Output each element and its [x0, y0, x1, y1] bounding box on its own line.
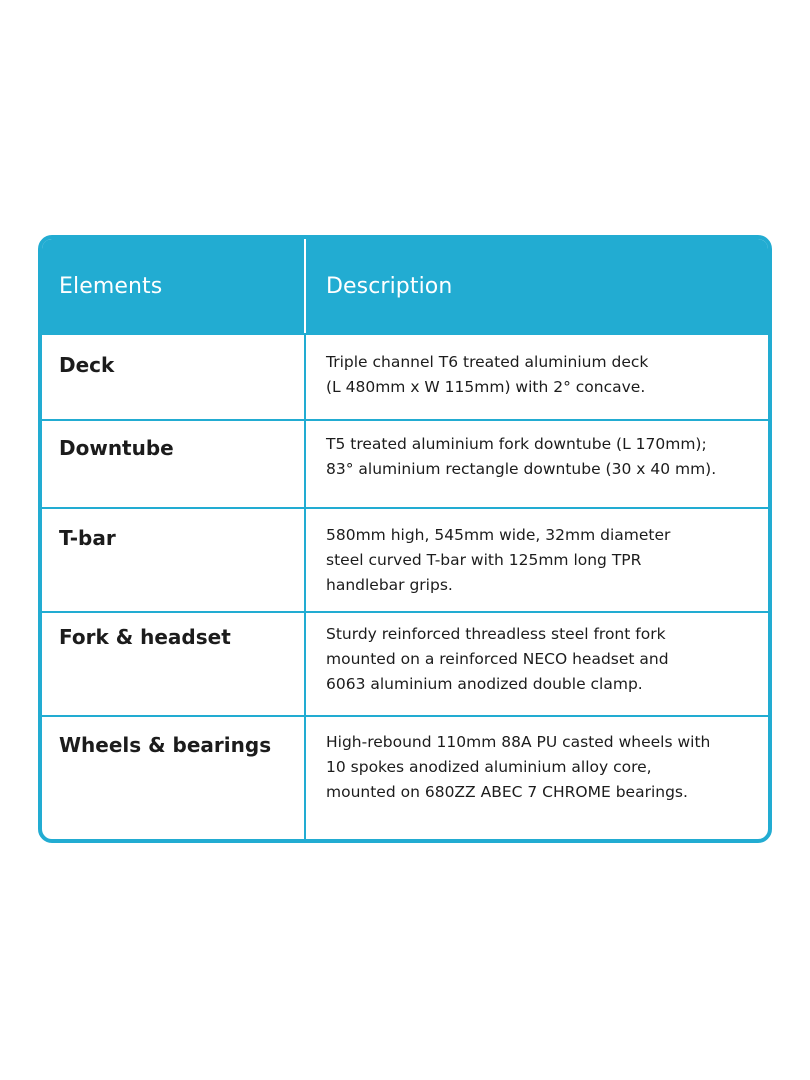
element-name: T-bar: [42, 509, 306, 611]
table-row: [42, 507, 768, 611]
element-name: Deck: [42, 335, 306, 419]
header-description: Description: [326, 273, 453, 299]
element-name: Downtube: [42, 421, 306, 507]
table-row: [42, 333, 768, 419]
table-row: [42, 419, 768, 507]
element-description: 580mm high, 545mm wide, 32mm diameter steel curved T-bar with 125mm long TPR handlebar grips.: [326, 526, 671, 594]
table-row: [42, 611, 768, 715]
header-elements: Elements: [42, 239, 306, 333]
table-header-row: [42, 239, 768, 333]
element-name: Fork & headset: [42, 613, 306, 715]
element-description: High-rebound 110mm 88A PU casted wheels with 10 spokes anodized aluminium alloy core, mounted on 680ZZ ABEC 7 CHROME bearings.: [326, 733, 711, 801]
spec-table: [38, 235, 772, 843]
element-description: T5 treated aluminium fork downtube (L 170mm); 83° aluminium rectangle downtube (30 x 40 mm).: [326, 435, 717, 478]
table-row: [42, 715, 768, 839]
element-description: Sturdy reinforced threadless steel front fork mounted on a reinforced NECO headset and 6063 aluminium anodized double clamp.: [326, 625, 669, 693]
element-name: Wheels & bearings: [42, 717, 306, 839]
element-description: Triple channel T6 treated aluminium deck (L 480mm x W 115mm) with 2° concave.: [326, 353, 649, 396]
